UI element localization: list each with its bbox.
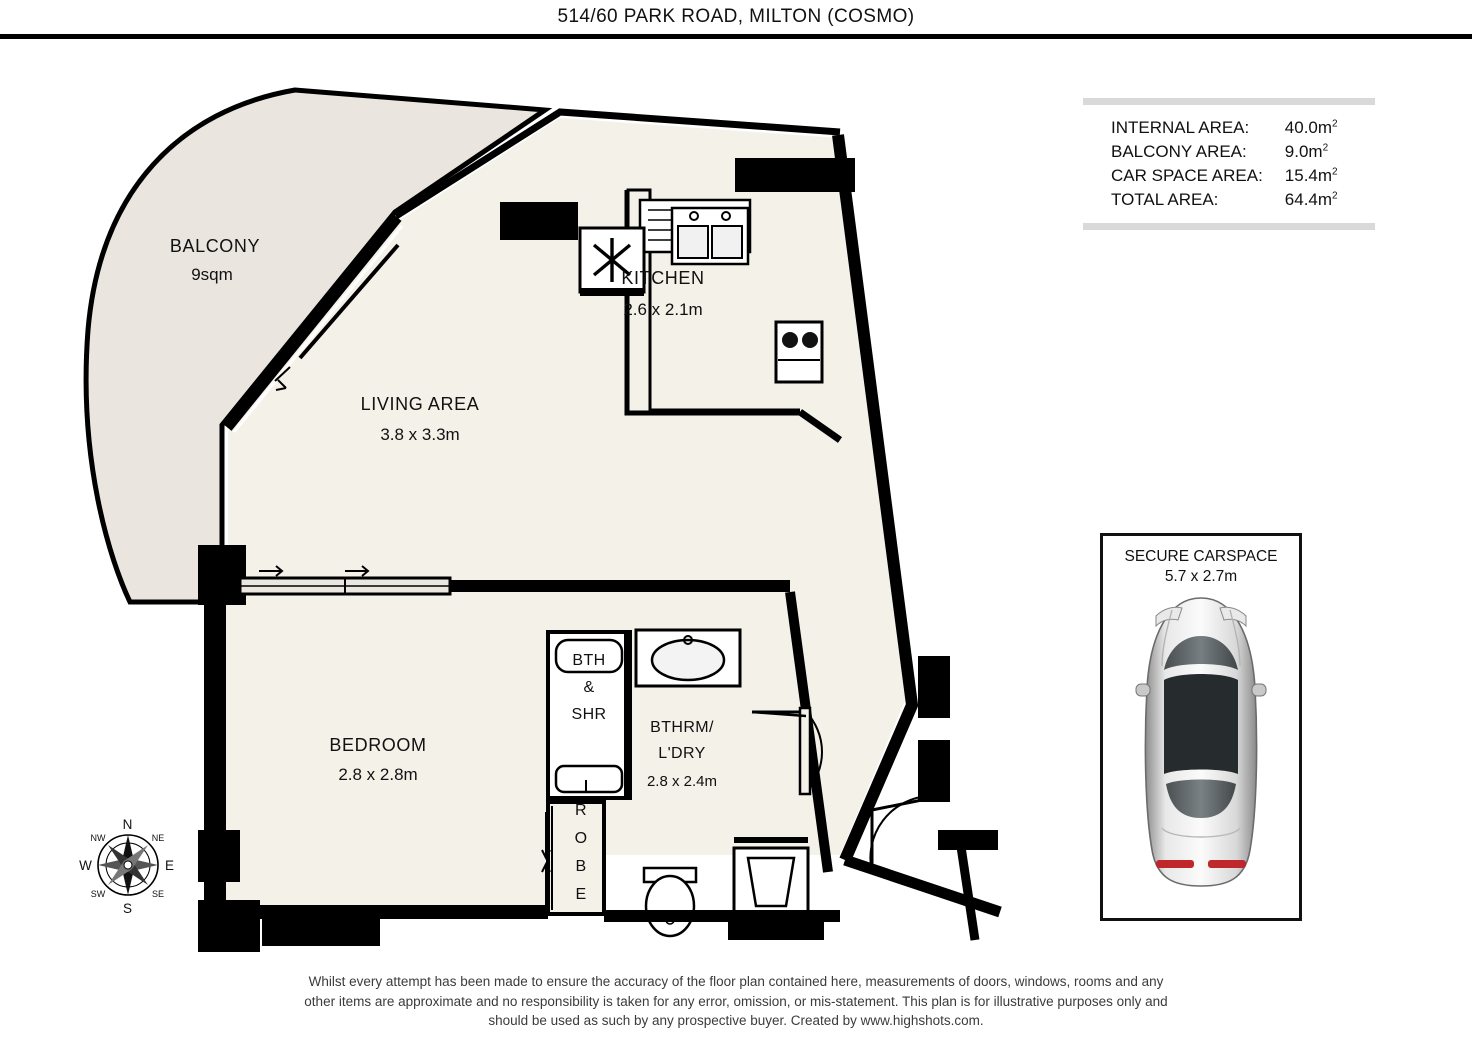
label-balcony-dims: 9sqm: [191, 265, 233, 284]
disclaimer-line-3: should be used as such by any prospective buyer. Created by www.highshots.com.: [488, 1013, 984, 1029]
label-bathroom-name-1: BTHRM/: [650, 719, 714, 736]
area-value-internal: $40.0m^2$: [1284, 118, 1338, 137]
carspace-dims: 5.7 x 2.7m: [1164, 568, 1238, 585]
label-balcony-name: BALCONY: [169, 236, 261, 256]
disclaimer-line-2: other items are approximate and no responsibility is taken for any error, omission, or mis-statement. This plan is for illustrative purposes only and: [304, 993, 1168, 1009]
label-bathroom-dims: 2.8 x 2.4m: [646, 773, 718, 790]
label-bedroom-name: BEDROOM: [329, 735, 427, 755]
disclaimer-line-1: Whilst every attempt has been made to ensure the accuracy of the floor plan contained here, measurements of doors, windows, rooms and any: [308, 974, 1164, 989]
compass-s: S: [122, 901, 134, 916]
label-bath-3: SHR: [571, 706, 607, 723]
area-label-internal: INTERNAL AREA:: [1111, 118, 1250, 137]
label-robe-4: E: [575, 886, 587, 903]
schedule-bar-top: [1083, 98, 1375, 105]
disclaimer: [0, 972, 1472, 1031]
floor-plan-drawing: [0, 40, 1070, 970]
wall-block-left-mid: [198, 545, 246, 605]
table-row: [1111, 188, 1338, 212]
area-label-total: TOTAL AREA:: [1111, 190, 1219, 209]
table-row: [1111, 116, 1338, 140]
compass-sw: SW: [90, 889, 106, 899]
label-bath-2: &: [583, 679, 595, 696]
label-bathroom-name-2: L'DRY: [658, 745, 706, 762]
compass-e: E: [164, 858, 176, 873]
area-value-total: $64.4m^2$: [1284, 190, 1338, 209]
label-bedroom-dims: 2.8 x 2.8m: [338, 765, 418, 784]
area-schedule: [1083, 98, 1375, 230]
label-kitchen-dims: 2.6 x 2.1m: [623, 300, 703, 319]
wall-block-top-left: [500, 202, 578, 240]
carspace-title: SECURE CARSPACE: [1124, 548, 1278, 565]
label-robe-2: O: [574, 830, 588, 847]
car-icon: [1126, 592, 1276, 892]
page-title: 514/60 PARK ROAD, MILTON (COSMO): [557, 6, 915, 27]
wall-block-corner-right: [938, 830, 998, 850]
robe-unit: [542, 802, 604, 914]
door-entry: [870, 796, 932, 872]
laundry-appliance: [734, 840, 808, 922]
area-label-carspace: CAR SPACE AREA:: [1111, 166, 1263, 185]
compass-nw: NW: [90, 833, 106, 843]
wall-block-left-lower: [198, 830, 240, 882]
area-table: [1111, 116, 1338, 212]
area-value-carspace: $15.4m^2$: [1284, 166, 1338, 185]
label-robe-1: R: [575, 802, 587, 819]
table-row: [1111, 140, 1338, 164]
label-living-name: LIVING AREA: [360, 394, 480, 414]
compass-rose: [79, 817, 175, 916]
compass-n: N: [122, 817, 134, 832]
wall-nib-right-upper: [918, 656, 950, 718]
wall-nib-right-lower: [918, 740, 950, 802]
label-living-dims: 3.8 x 3.3m: [380, 425, 460, 444]
vanity-basin: [636, 630, 740, 686]
wall-block-bath-bottom: [728, 914, 824, 940]
compass-w: W: [79, 858, 93, 873]
table-row: [1111, 164, 1338, 188]
carspace-panel: [1100, 533, 1302, 921]
wall-entry-tail: [960, 840, 975, 940]
area-value-balcony: $9.0m^2$: [1284, 142, 1329, 161]
label-robe-3: B: [575, 858, 587, 875]
schedule-bar-bottom: [1083, 223, 1375, 230]
title-divider: [0, 34, 1472, 39]
label-bath-1: BTH: [572, 652, 606, 669]
compass-se: SE: [151, 889, 165, 899]
compass-ne: NE: [151, 833, 165, 843]
wall-block-bottom-mid: [262, 912, 380, 946]
toilet: [644, 868, 696, 936]
area-label-balcony: BALCONY AREA:: [1111, 142, 1247, 161]
wall-right-lower: [845, 860, 1000, 912]
label-kitchen-name: KITCHEN: [621, 268, 705, 288]
